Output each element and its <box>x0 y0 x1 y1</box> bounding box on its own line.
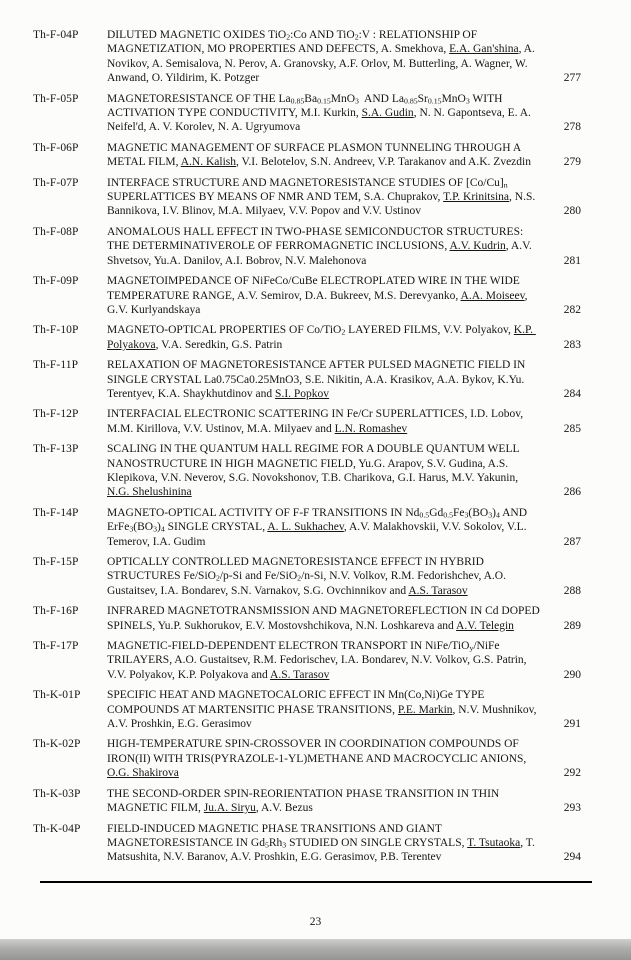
title-text: , A.V. Shvetsov, Yu.A. Danilov, A.I. Bobrov, N.V. Malehonova <box>107 240 535 267</box>
entry-code: Th-F-08P <box>33 225 79 238</box>
entry-code: Th-F-12P <box>33 408 79 421</box>
entry-page: 284 <box>563 387 581 400</box>
entry-page: 280 <box>563 205 581 218</box>
entry-page: 278 <box>563 121 581 134</box>
entry-code: Th-F-11P <box>33 359 79 372</box>
title-text: ANOMALOUS HALL EFFECT IN TWO-PHASE SEMICONDUCTOR STRUCTURES: THE DETERMINATIVEROLE OF FERROMAGNETIC INCLUSIONS, <box>107 225 526 253</box>
entry-page: 287 <box>563 535 581 548</box>
title-text: , V.I. Belotelov, S.N. Andreev, V.P. Tarakanov and A.K. Zvezdin <box>236 156 531 169</box>
title-text: OPTICALLY CONTROLLED MAGNETORESISTANCE EFFECT IN HYBRID STRUCTURES Fe/SiO <box>107 556 487 583</box>
entry-title <box>107 323 551 352</box>
subscript-text: 0.5 <box>443 510 454 520</box>
entry-code: Th-K-04P <box>33 822 81 835</box>
toc-entry <box>33 822 581 865</box>
entry-page: 294 <box>563 851 581 864</box>
underlined-author: A.S. Tarasov <box>408 584 468 597</box>
toc-entry <box>33 274 581 317</box>
subscript-text: 2 <box>297 573 302 583</box>
subscript-text: 3 <box>465 96 470 106</box>
title-text: MAGNETO-OPTICAL ACTIVITY OF F-F TRANSITIONS IN Nd <box>107 506 420 519</box>
underlined-author: Ju.A. Siryu <box>203 802 256 815</box>
subscript-text: y <box>469 643 474 653</box>
toc-entry <box>33 442 581 500</box>
title-text: AND La <box>358 92 404 105</box>
scan-edge <box>0 939 631 960</box>
title-text: , G.V. Kurlyandskaya <box>107 289 531 316</box>
title-text: SUPERLATTICES BY MEANS OF NMR AND TEM, S.A. Chuprakov, <box>107 176 511 204</box>
title-text: , N. N. Gapontseva, E. A. Neifel'd, A. V. Korolev, N. A. Ugryumova <box>107 107 534 134</box>
entry-code: Th-F-17P <box>33 640 79 653</box>
entry-code: Th-F-14P <box>33 506 79 519</box>
page-number: 23 <box>309 916 322 928</box>
subscript-text: 3 <box>464 510 469 520</box>
title-text: /n-Si, N.V. Volkov, R.M. Fedorishchev, A.O. Gustaitsev, I.A. Bondarev, S.N. Varnakov, S.G. Ovchinnikov and <box>107 570 509 597</box>
entry-title <box>107 442 551 500</box>
subscript-text: 4 <box>495 510 500 520</box>
entry-code: Th-F-09P <box>33 275 79 288</box>
underlined-author: E.A. Gan'shina <box>449 43 519 56</box>
underlined-author: A.N. Kalish <box>180 156 236 169</box>
subscript-text: 2 <box>215 573 220 583</box>
subscript-text: 0.85 <box>290 96 305 106</box>
entry-code: Th-F-06P <box>33 141 79 154</box>
underlined-author: T.P. Krinitsina <box>443 191 510 204</box>
title-text: Gd <box>429 506 444 519</box>
title-text: ) <box>156 521 161 534</box>
subscript-text: 0.15 <box>317 96 331 106</box>
toc-entry <box>33 506 581 549</box>
title-text: ) <box>492 506 496 519</box>
subscript-text: 2 <box>354 32 359 42</box>
title-text: AND ErFe <box>107 506 530 534</box>
entry-code: Th-F-15P <box>33 556 79 568</box>
subscript-text: 3 <box>355 96 359 106</box>
toc-entry <box>33 358 581 401</box>
toc-entry <box>33 639 581 682</box>
entry-page: 281 <box>563 254 581 267</box>
toc-entry <box>33 92 581 135</box>
entry-title <box>107 274 551 317</box>
subscript-text: 5 <box>264 840 269 850</box>
entry-title <box>107 225 551 268</box>
subscript-text: 2 <box>341 327 346 337</box>
title-text: INTERFACE STRUCTURE AND MAGNETORESISTANCE STUDIES OF [Co/Cu] <box>107 176 504 189</box>
entry-code: Th-F-13P <box>33 443 79 456</box>
underlined-author: P.E. Markin <box>397 703 453 716</box>
entry-page: 285 <box>563 422 581 435</box>
entry-title <box>107 407 551 436</box>
title-text: , A.V. Bezus <box>255 802 313 815</box>
subscript-text: 0.5 <box>419 510 430 520</box>
title-text: MAGNETO-OPTICAL PROPERTIES OF Co/TiO <box>107 324 342 337</box>
underlined-author: K.P. Polyakova <box>107 324 536 351</box>
entry-page: 279 <box>563 156 581 169</box>
entry-code: Th-K-02P <box>33 738 81 751</box>
title-text: , T. Matsushita, N.V. Baranov, A.V. Proshkin, E.G. Gerasimov, P.B. Terentev <box>107 836 538 864</box>
title-text: , A. Novikov, A. Semisalova, N. Perov, A. Granovsky, A.F. Orlov, M. Butterling, A. Wagner, W. Anwand, O. Yildirim, K. Potzger <box>107 43 538 85</box>
entry-code: Th-K-03P <box>33 787 81 800</box>
title-text: MAGNETIC MANAGEMENT OF SURFACE PLASMON TUNNELING THROUGH A METAL FILM, <box>107 141 524 169</box>
toc-entry <box>33 604 581 633</box>
title-text: Fe <box>453 506 465 519</box>
subscript-text: 3 <box>282 840 287 850</box>
title-text: SCALING IN THE QUANTUM HALL REGIME FOR A DOUBLE QUANTUM WELL NANOSTRUCTURE IN HIGH MAGNETIC FIELD, Yu.G. Arapov, S.V. Gudina, A.S. Klepikova, V.N. Neverov, S.G. Novokshonov, T.B. Charikova, G.I. Harus, M.V. Yakunin, <box>107 443 522 484</box>
title-text: MAGNETOIMPEDANCE OF NiFeCo/CuBe ELECTROPLATED WIRE IN THE WIDE TEMPERATURE RANGE, A.V. Semirov, D.A. Bukreev, M.S. Derevyanko, <box>107 275 523 302</box>
title-text: LAYERED FILMS, V.V. Polyakov, <box>345 324 514 337</box>
title-text: (BO <box>468 506 489 519</box>
title-text: THE SECOND-ORDER SPIN-REORIENTATION PHASE TRANSITION IN THIN MAGNETIC FILM, <box>107 787 503 815</box>
entry-title <box>107 28 551 86</box>
title-text: WITH ACTIVATION TYPE CONDUCTIVITY, M.I. Kurkin, <box>107 92 505 120</box>
subscript-text: 3 <box>129 524 134 534</box>
title-text: MAGNETORESISTANCE OF THE La <box>107 92 291 105</box>
subscript-text: 4 <box>160 524 165 534</box>
entry-title <box>107 176 551 219</box>
entry-code: Th-F-16P <box>33 605 79 618</box>
title-text: MnO <box>441 92 466 105</box>
entry-page: 291 <box>563 718 581 731</box>
underlined-author: O.G. Shakirova <box>107 767 179 780</box>
entry-title <box>107 787 551 816</box>
entry-code: Th-F-04P <box>33 29 79 41</box>
title-text: Rh <box>268 836 283 849</box>
subscript-text: 0.85 <box>403 96 418 106</box>
entry-page: 289 <box>563 619 581 632</box>
subscript-text: 3 <box>488 510 493 520</box>
title-text: HIGH-TEMPERATURE SPIN-CROSSOVER IN COORDINATION COMPOUNDS OF IRON(II) WITH TRIS(PYRAZOLE-1-YL)METHANE AND MACROCYCLIC ANIONS, <box>107 738 530 765</box>
title-text: FIELD-INDUCED MAGNETIC PHASE TRANSITIONS AND GIANT MAGNETORESISTANCE IN Gd <box>107 822 445 849</box>
title-text: RELAXATION OF MAGNETORESISTANCE AFTER PULSED MAGNETIC FIELD IN SINGLE CRYSTAL La0.75Ca0.25MnO3, S.E. Nikitin, A.A. Krasikov, A.A. Bykov, K.Yu. Terentyev, K.A. Shaykhutdinov and <box>107 359 529 400</box>
entry-title <box>107 639 551 682</box>
toc-entry <box>33 737 581 780</box>
title-text: /NiFe TRILAYERS, A.O. Gustaitsev, R.M. Fedorischev, I.A. Bondarev, N.V. Volkov, G.S. Patrin, V.V. Polyakov, K.P. Polyakova and <box>107 640 530 681</box>
toc-entry <box>33 28 581 86</box>
toc-list <box>33 28 581 865</box>
title-text: SPECIFIC HEAT AND MAGNETOCALORIC EFFECT IN Mn(Co,Ni)Ge TYPE COMPOUNDS AT MARTENSITIC PHASE TRANSITIONS, <box>107 689 488 716</box>
toc-entry <box>33 323 581 352</box>
underlined-author: A.V. Kudrin <box>449 240 506 253</box>
title-text: MAGNETIC-FIELD-DEPENDENT ELECTRON TRANSPORT IN NiFe/TiO <box>107 640 470 653</box>
toc-entry <box>33 407 581 436</box>
title-text: INFRARED MAGNETOTRANSMISSION AND MAGNETOREFLECTION IN Cd DOPED SPINELS, Yu.P. Sukhorukov, E.V. Mostovshchikova, N.N. Loshkareva and <box>107 605 543 632</box>
toc-entry <box>33 688 581 731</box>
title-text: :Co AND TiO <box>290 29 355 41</box>
underlined-author: A.S. Tarasov <box>270 668 330 681</box>
title-text: DILUTED MAGNETIC OXIDES TiO <box>107 29 287 41</box>
underlined-author: A. L. Sukhachev <box>267 521 344 534</box>
entry-code: Th-F-05P <box>33 92 79 105</box>
title-text: /p-Si and Fe/SiO <box>219 570 298 583</box>
title-text: :V : RELATIONSHIP OF MAGNETIZATION, MO PROPERTIES AND DEFECTS, A. Smekhova, <box>107 29 480 56</box>
entry-title <box>107 141 551 170</box>
entry-title <box>107 604 551 633</box>
title-text: Ba <box>304 92 318 105</box>
underlined-author: A.A. Moiseev <box>460 289 525 302</box>
subscript-text: 0.15 <box>427 96 442 106</box>
underlined-author: S.A. Gudin <box>361 107 414 120</box>
title-text: (BO <box>133 521 154 534</box>
title-text: , V.A. Seredkin, G.S. Patrin <box>155 338 283 351</box>
entry-title <box>107 92 551 135</box>
title-text: , A.V. Malakhovskii, V.V. Sokolov, V.L. Temerov, I.A. Gudim <box>107 521 530 548</box>
toc-entry <box>33 225 581 268</box>
title-text: SINGLE CRYSTAL, <box>164 521 268 534</box>
entry-code: Th-F-07P <box>33 176 79 189</box>
entry-page: 288 <box>563 584 581 597</box>
footer-rule <box>40 881 592 883</box>
underlined-author: N.G. Shelushinina <box>107 486 192 499</box>
entry-title <box>107 737 551 780</box>
entry-page: 293 <box>563 802 581 815</box>
title-text: , N.S. Bannikova, I.V. Blinov, M.A. Milyaev, V.V. Popov and V.V. Ustinov <box>107 191 539 218</box>
title-text: STUDIED ON SINGLE CRYSTALS, <box>286 836 468 849</box>
entry-page: 290 <box>563 668 581 681</box>
subscript-text: 2 <box>286 32 291 42</box>
entry-title <box>107 555 551 598</box>
subscript-text: n <box>503 180 508 190</box>
entry-code: Th-K-01P <box>33 689 81 702</box>
underlined-author: S.I. Popkov <box>275 387 330 400</box>
entry-page: 277 <box>563 72 581 85</box>
title-text: MnO <box>330 92 356 105</box>
toc-entry <box>33 141 581 170</box>
underlined-author: A.V. Telegin <box>456 619 514 632</box>
underlined-author: L.N. Romashev <box>334 422 408 435</box>
title-text: Sr <box>417 92 428 105</box>
entry-page: 292 <box>563 767 581 780</box>
title-text: INTERFACIAL ELECTRONIC SCATTERING IN Fe/Cr SUPERLATTICES, I.D. Lobov, M.M. Kirillova, V.V. Ustinov, M.A. Milyaev and <box>107 408 526 435</box>
entry-title <box>107 506 551 549</box>
toc-entry <box>33 787 581 816</box>
toc-entry <box>33 176 581 219</box>
entry-title <box>107 358 551 401</box>
entry-title <box>107 822 551 865</box>
title-text: , N.V. Mushnikov, A.V. Proshkin, E.G. Gerasimov <box>107 703 539 731</box>
entry-page: 286 <box>563 486 581 499</box>
underlined-author: T. Tsutaoka <box>467 836 521 849</box>
entry-title <box>107 688 551 731</box>
entry-page: 283 <box>563 338 581 351</box>
entry-code: Th-F-10P <box>33 324 79 337</box>
toc-entry <box>33 555 581 598</box>
subscript-text: 3 <box>153 524 157 534</box>
entry-page: 282 <box>563 303 581 316</box>
